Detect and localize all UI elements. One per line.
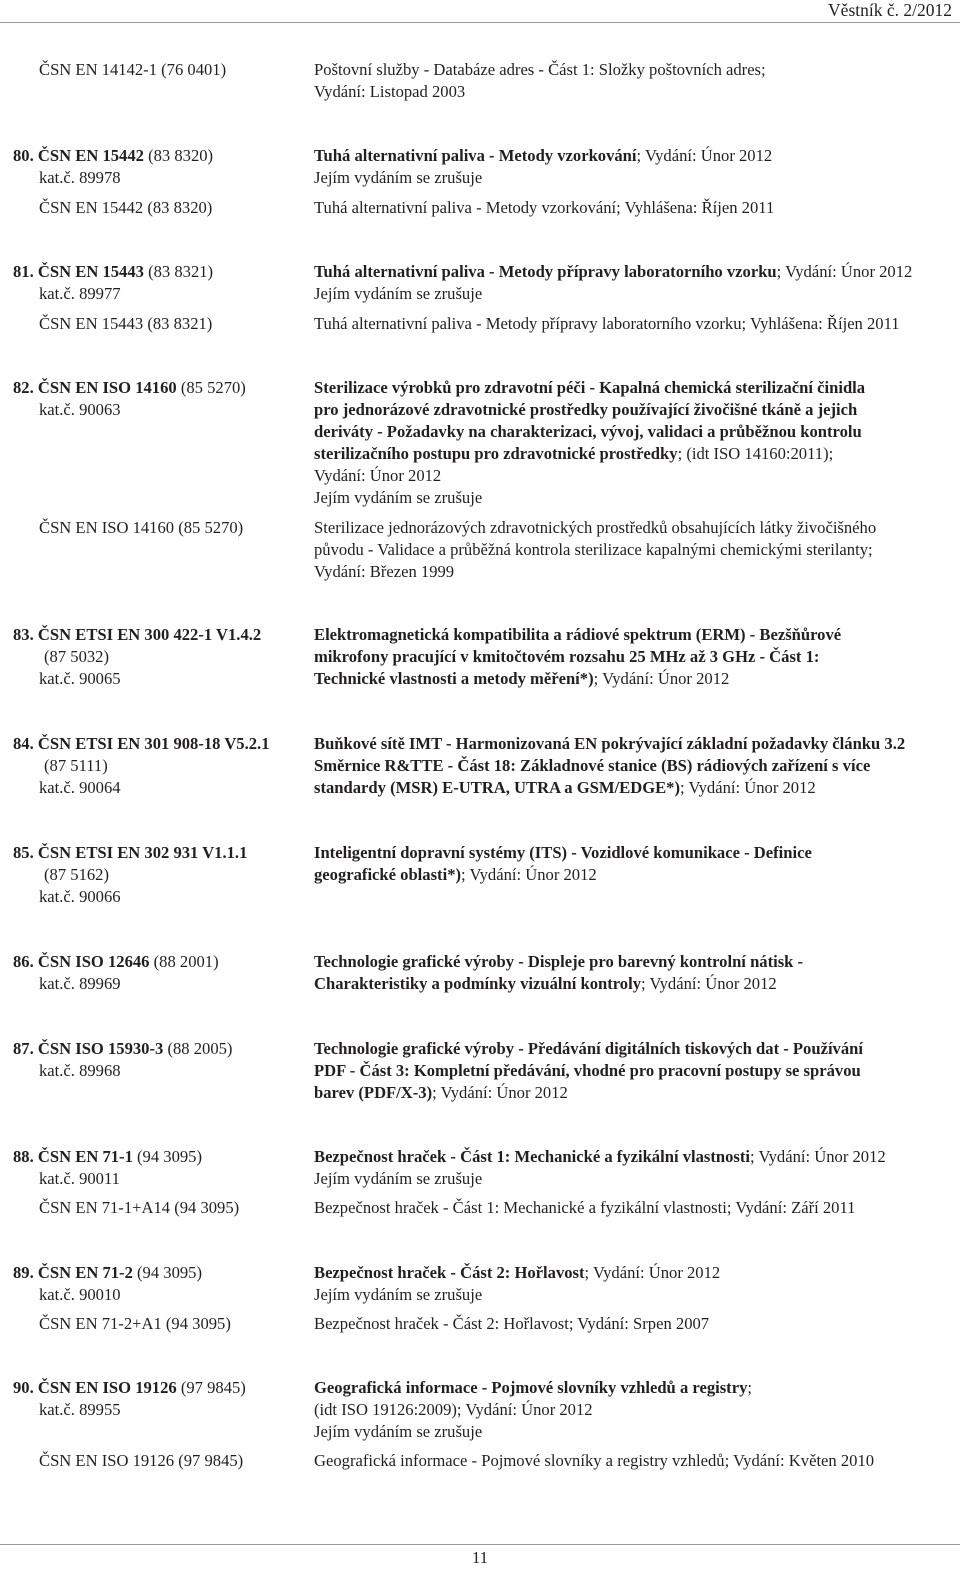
standard-code: ČSN EN 15442	[37, 146, 144, 165]
entry-title-line: Elektromagnetická kompatibilita a rádiové spektrum (ERM) - Bezšňůrové	[314, 625, 842, 644]
entry-code-line	[13, 261, 213, 283]
entry-code-line	[13, 377, 246, 399]
entry-number: 82.	[13, 378, 34, 397]
catalog-number: kat.č. 90011	[39, 1169, 120, 1188]
entry-issue: ; Vydání: Únor 2012	[750, 1147, 886, 1166]
entry-punct: ;	[747, 1378, 752, 1397]
entry-number: 90.	[13, 1378, 34, 1397]
standard-class: (94 3095)	[132, 1263, 203, 1282]
entry-title-line: Technologie grafické výroby - Předávání digitálních tiskových dat - Používání	[314, 1039, 863, 1058]
replaces-note: Jejím vydáním se zrušuje	[314, 168, 483, 187]
standard-code: ČSN ISO 12646	[37, 952, 150, 971]
catalog-number: kat.č. 90010	[39, 1285, 121, 1304]
old-standard-title: Vydání: Březen 1999	[314, 562, 455, 581]
replaces-note: Jejím vydáním se zrušuje	[314, 284, 483, 303]
standard-class: (85 5270)	[176, 378, 246, 397]
entry-issue: ; Vydání: Únor 2012	[680, 778, 816, 797]
page-header	[0, 0, 960, 23]
old-standard-title: Bezpečnost hraček - Část 1: Mechanické a fyzikální vlastnosti; Vydání: Září 2011	[314, 1198, 856, 1217]
standard-code: ČSN ETSI EN 302 931 V1.1.1	[37, 843, 248, 862]
entry-code-line	[13, 733, 270, 755]
entry-title: Charakteristiky a podmínky vizuální kontroly	[314, 974, 642, 993]
entry-title: Technické vlastnosti a metody měření*)	[314, 669, 594, 688]
entry-title-line	[314, 973, 777, 995]
entry-number: 80.	[13, 146, 34, 165]
entry-title: standardy (MSR) E-UTRA, UTRA a GSM/EDGE*)	[314, 778, 681, 797]
entry-title-line	[314, 145, 772, 167]
old-standard-title: Bezpečnost hraček - Část 2: Hořlavost; Vydání: Srpen 2007	[314, 1314, 710, 1333]
entry-issue: ; Vydání: Únor 2012	[432, 1083, 568, 1102]
entry-title: Tuhá alternativní paliva - Metody přípravy laboratorního vzorku	[314, 262, 777, 281]
entry-title-line: Poštovní služby - Databáze adres - Část 1: Složky poštovních adres;	[314, 60, 766, 79]
entry-title-line: Buňkové sítě IMT - Harmonizovaná EN pokrývající základní požadavky článku 3.2	[314, 734, 906, 753]
entry-number: 88.	[13, 1147, 34, 1166]
entry-title: Bezpečnost hraček - Část 1: Mechanické a fyzikální vlastnosti	[314, 1147, 751, 1166]
standard-class: (87 5162)	[44, 865, 109, 884]
old-standard-title: původu - Validace a průběžná kontrola sterilizace kapalnými chemickými sterilanty;	[314, 540, 873, 559]
entry-title: barev (PDF/X-3)	[314, 1083, 433, 1102]
entry-number: 86.	[13, 952, 34, 971]
standard-class: (88 2001)	[149, 952, 219, 971]
entry-code-line	[13, 624, 261, 646]
entry-issue: ; Vydání: Únor 2012	[636, 146, 773, 165]
entry-issue: ; Vydání: Únor 2012	[641, 974, 777, 993]
entry-issue: (idt ISO 19126:2009); Vydání: Únor 2012	[314, 1400, 593, 1419]
entry-number: 81.	[13, 262, 34, 281]
replaces-note: Jejím vydáním se zrušuje	[314, 1169, 483, 1188]
entry-title-line	[314, 261, 912, 283]
footer-divider	[0, 1544, 960, 1545]
old-standard-ref: ČSN EN ISO 14160 (85 5270)	[39, 518, 244, 537]
entry-title-line: pro jednorázové zdravotnické prostředky používající živočišné tkáně a jejich	[314, 400, 858, 419]
entry-title: Bezpečnost hraček - Část 2: Hořlavost	[314, 1263, 585, 1282]
entry-issue: ; Vydání: Únor 2012	[461, 865, 597, 884]
entry-title-line	[314, 777, 816, 799]
standard-code: ČSN EN 15443	[37, 262, 144, 281]
entry-code-line	[13, 1146, 202, 1168]
standard-code: ČSN ETSI EN 300 422-1 V1.4.2	[37, 625, 262, 644]
entry-title-line	[314, 668, 729, 690]
standard-class: (88 2005)	[163, 1039, 233, 1058]
standard-code: ČSN EN 71-1	[37, 1147, 133, 1166]
entry-title: Geografická informace - Pojmové slovníky vzhledů a registry	[314, 1378, 748, 1397]
old-standard-ref: ČSN EN ISO 19126 (97 9845)	[39, 1451, 244, 1470]
entry-title-line	[314, 864, 597, 886]
old-standard-title: Tuhá alternativní paliva - Metody přípravy laboratorního vzorku; Vyhlášena: Říjen 2011	[314, 314, 900, 333]
entry-title-line	[314, 1262, 720, 1284]
entry-issue: ; Vydání: Únor 2012	[584, 1263, 721, 1282]
entry-title-line: Vydání: Listopad 2003	[314, 82, 466, 101]
entry-ref: ČSN EN 14142-1 (76 0401)	[39, 60, 227, 79]
entry-title-line	[314, 1377, 752, 1399]
entry-title-line: Směrnice R&TTE - Část 18: Základnové stanice (BS) rádiových zařízení s více	[314, 756, 871, 775]
entry-number: 87.	[13, 1039, 34, 1058]
page-number: 11	[471, 1548, 489, 1567]
catalog-number: kat.č. 90064	[39, 778, 121, 797]
entry-title-line: Technologie grafické výroby - Displeje pro barevný kontrolní nátisk -	[314, 952, 804, 971]
entry-issue: Vydání: Únor 2012	[314, 466, 442, 485]
standard-code: ČSN EN 71-2	[37, 1263, 133, 1282]
old-standard-title: Sterilizace jednorázových zdravotnických prostředků obsahujících látky živočišného	[314, 518, 877, 537]
entry-code-line	[13, 145, 213, 167]
replaces-note: Jejím vydáním se zrušuje	[314, 488, 483, 507]
entry-issue: ; Vydání: Únor 2012	[593, 669, 730, 688]
standard-code: ČSN EN ISO 19126	[37, 1378, 177, 1397]
standard-code: ČSN ISO 15930-3	[37, 1039, 164, 1058]
entry-title: Tuhá alternativní paliva - Metody vzorkování	[314, 146, 637, 165]
entry-title-line: Inteligentní dopravní systémy (ITS) - Vozidlové komunikace - Definice	[314, 843, 812, 862]
catalog-number: kat.č. 89968	[39, 1061, 121, 1080]
standard-class: (87 5111)	[44, 756, 108, 775]
entry-title: geografické oblasti*)	[314, 865, 462, 884]
catalog-number: kat.č. 90066	[39, 887, 121, 906]
entry-code-line	[13, 1038, 232, 1060]
entry-number: 85.	[13, 843, 34, 862]
entry-title-line: deriváty - Požadavky na charakterizaci, vývoj, validaci a průběžnou kontrolu	[314, 422, 862, 441]
catalog-number: kat.č. 90063	[39, 400, 121, 419]
entry-title-line: PDF - Část 3: Kompletní předávání, vhodné pro pracovní postupy se správou	[314, 1061, 861, 1080]
entry-title-line: Sterilizace výrobků pro zdravotní péči - Kapalná chemická sterilizační činidla	[314, 378, 866, 397]
entry-title: sterilizačního postupu pro zdravotnické prostředky	[314, 444, 678, 463]
entry-number: 84.	[13, 734, 34, 753]
old-standard-ref: ČSN EN 15442 (83 8320)	[39, 198, 213, 217]
old-standard-ref: ČSN EN 15443 (83 8321)	[39, 314, 213, 333]
standard-class: (83 8320)	[143, 146, 214, 165]
standard-class: (94 3095)	[132, 1147, 203, 1166]
catalog-number: kat.č. 89977	[39, 284, 121, 303]
entry-code-line	[13, 842, 247, 864]
entry-title-line	[314, 1082, 568, 1104]
old-standard-title: Tuhá alternativní paliva - Metody vzorkování; Vyhlášena: Říjen 2011	[314, 198, 775, 217]
standard-code: ČSN ETSI EN 301 908-18 V5.2.1	[37, 734, 270, 753]
entry-number: 89.	[13, 1263, 34, 1282]
entry-number: 83.	[13, 625, 34, 644]
catalog-number: kat.č. 89955	[39, 1400, 121, 1419]
old-standard-ref: ČSN EN 71-2+A1 (94 3095)	[39, 1314, 231, 1333]
catalog-number: kat.č. 89978	[39, 168, 121, 187]
standard-class: (87 5032)	[44, 647, 109, 666]
standard-class: (83 8321)	[143, 262, 214, 281]
entry-issue: ; Vydání: Únor 2012	[776, 262, 913, 281]
journal-title: Věstník č. 2/2012	[828, 0, 952, 20]
old-standard-ref: ČSN EN 71-1+A14 (94 3095)	[39, 1198, 240, 1217]
entry-code-line	[13, 1377, 246, 1399]
entry-code-line	[13, 951, 219, 973]
catalog-number: kat.č. 89969	[39, 974, 121, 993]
entry-title-line	[314, 1146, 886, 1168]
standard-code: ČSN EN ISO 14160	[37, 378, 177, 397]
standard-class: (97 9845)	[176, 1378, 246, 1397]
catalog-number: kat.č. 90065	[39, 669, 121, 688]
entry-title-line: mikrofony pracující v kmitočtovém rozsahu 25 MHz až 3 GHz - Část 1:	[314, 647, 820, 666]
replaces-note: Jejím vydáním se zrušuje	[314, 1422, 483, 1441]
replaces-note: Jejím vydáním se zrušuje	[314, 1285, 483, 1304]
entry-title-line	[314, 443, 833, 465]
entry-identity: ; (idt ISO 14160:2011);	[677, 444, 834, 463]
old-standard-title: Geografická informace - Pojmové slovníky a registry vzhledů; Vydání: Květen 2010	[314, 1451, 875, 1470]
entry-code-line	[13, 1262, 202, 1284]
